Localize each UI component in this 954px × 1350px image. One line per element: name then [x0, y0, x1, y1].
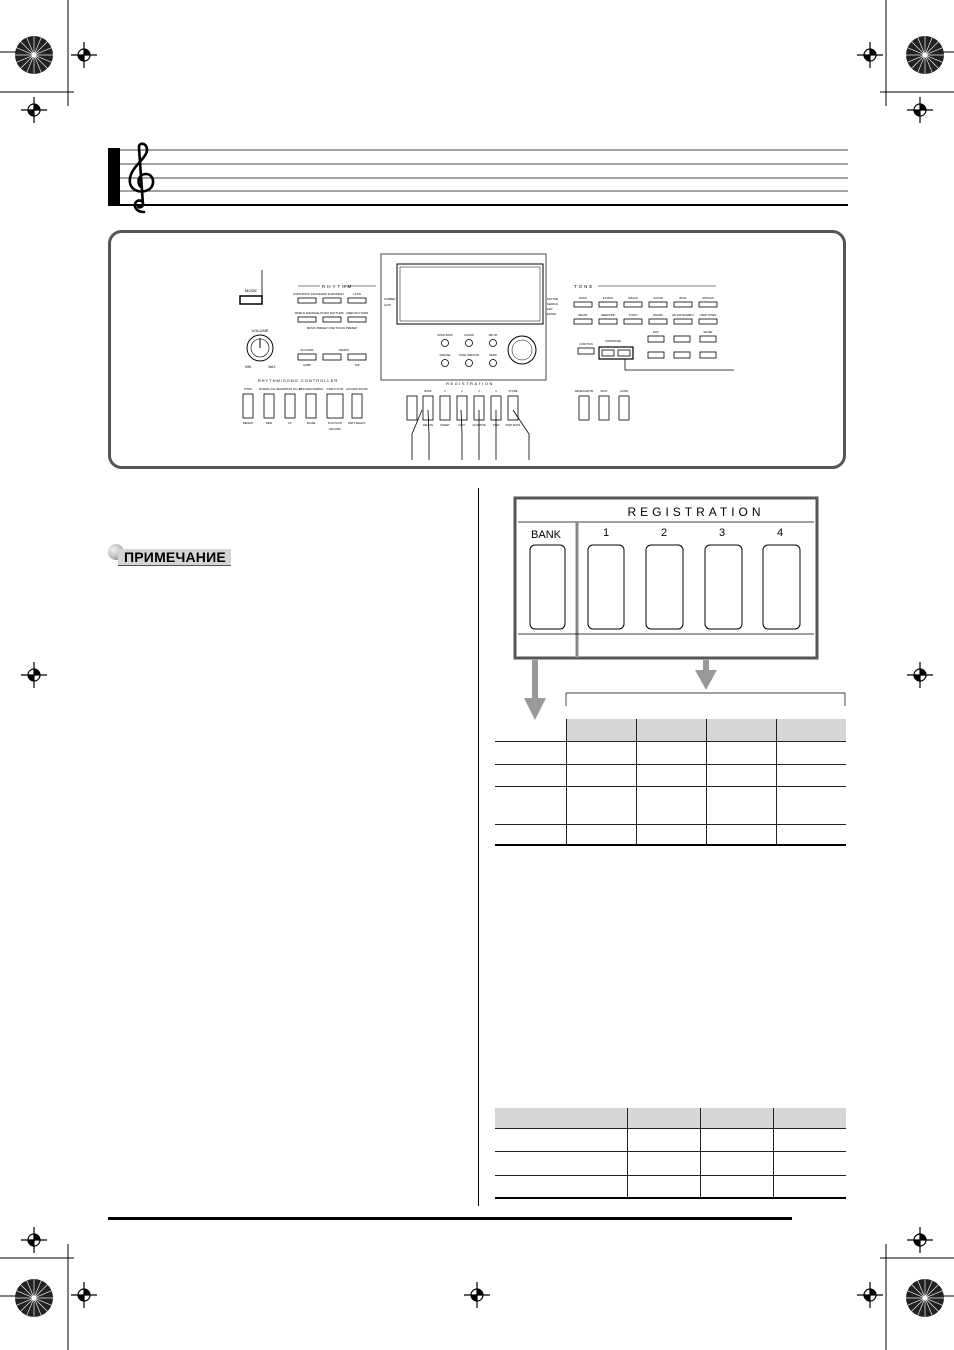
- accomp-button: [298, 354, 316, 360]
- svg-text:AUTO: AUTO: [384, 304, 392, 307]
- registration-closeup: [490, 492, 850, 728]
- svg-text:USER TONES: USER TONES: [699, 314, 717, 317]
- tempo-up-button: [348, 354, 366, 360]
- memory-label-1: 1: [602, 527, 610, 539]
- svg-text:3: 3: [478, 390, 480, 393]
- svg-text:STORE: STORE: [508, 390, 518, 393]
- svg-text:POPS/ROCK DANCE: POPS/ROCK DANCE: [293, 292, 321, 296]
- right-group-buttons: [579, 396, 629, 420]
- svg-text:PIANO: PIANO: [578, 297, 588, 300]
- lcd-screen: [397, 264, 543, 324]
- svg-text:4: 4: [495, 390, 497, 393]
- svg-text:PART MUTE: PART MUTE: [505, 424, 521, 427]
- svg-text:START/ STOP: START/ STOP: [326, 388, 344, 391]
- svg-text:DRUMS: DRUMS: [653, 314, 663, 317]
- svg-text:MUSIC PRESET ONE TOUCH PRESE: MUSIC PRESET ONE TOUCH PRESET: [306, 326, 358, 330]
- svg-text:TEMPO: TEMPO: [338, 348, 350, 352]
- svg-text:QUANTIZE: QUANTIZE: [472, 424, 486, 427]
- svg-text:INSERT: INSERT: [440, 424, 450, 427]
- mode-label: MODE: [245, 288, 257, 293]
- function-button: [578, 348, 594, 354]
- svg-text:CHORD: CHORD: [464, 334, 474, 337]
- table-header-row: [495, 719, 846, 741]
- treble-clef-icon: [122, 142, 162, 214]
- rhythm-title: RHYTHM: [322, 284, 354, 289]
- svg-text:EXIT: EXIT: [547, 308, 553, 311]
- staff-lines: [108, 148, 848, 208]
- svg-text:STRINGS: STRINGS: [702, 297, 714, 300]
- svg-text:FUNCTION: FUNCTION: [579, 343, 593, 346]
- table-header-row: [495, 1108, 846, 1128]
- svg-text:COPY: COPY: [458, 424, 466, 427]
- svg-text:RECORD: RECORD: [329, 428, 341, 431]
- svg-text:REW: REW: [265, 422, 273, 425]
- svg-text:TONE CREATOR: TONE CREATOR: [458, 354, 480, 357]
- svg-text:2: 2: [461, 390, 463, 393]
- svg-text:REPEAT: REPEAT: [242, 422, 254, 425]
- svg-text:ENTER: ENTER: [703, 331, 713, 334]
- svg-text:BASS: BASS: [679, 297, 687, 300]
- svg-text:E.PIANO: E.PIANO: [602, 297, 614, 300]
- flow-arrows: [524, 660, 717, 720]
- svg-text:ORGAN: ORGAN: [628, 297, 638, 300]
- table-row: [495, 1128, 846, 1151]
- svg-text:ARPEGGIATOR: ARPEGGIATOR: [574, 390, 594, 393]
- svg-text:SYNCHRO/ ENDING: SYNCHRO/ ENDING: [298, 388, 324, 391]
- svg-text:1: 1: [444, 390, 446, 393]
- chapter-header: [108, 148, 848, 208]
- table-row: [495, 764, 846, 786]
- svg-text:SETUP: SETUP: [488, 334, 498, 337]
- mode-button: [240, 296, 262, 304]
- svg-text:SYNTH: SYNTH: [628, 314, 638, 317]
- svg-text:DEMO: DEMO: [489, 354, 497, 357]
- svg-text:ENTER: ENTER: [547, 313, 556, 316]
- volume-label: VOLUME: [251, 328, 269, 333]
- table-row: [495, 824, 846, 845]
- svg-text:PIANO RHYTHMS: PIANO RHYTHMS: [320, 311, 344, 315]
- svg-text:SPLIT: SPLIT: [600, 390, 608, 393]
- tempo-down-button: [323, 354, 341, 360]
- keyboard-panel-illustration: [108, 230, 846, 470]
- svg-text:WORLD ARRANGE: WORLD ARRANGE: [294, 311, 320, 315]
- memory-label-4: 4: [776, 527, 784, 539]
- table-row: [495, 786, 846, 824]
- svg-text:PLAY/STOP: PLAY/STOP: [327, 422, 343, 425]
- svg-text:PHRASE: PHRASE: [439, 354, 451, 357]
- svg-text:GUITAR: GUITAR: [653, 297, 663, 300]
- svg-text:REGISTRATION: REGISTRATION: [446, 381, 494, 386]
- bank-button: [530, 545, 565, 629]
- table-row: [495, 1175, 846, 1198]
- svg-text:DELETE: DELETE: [422, 424, 434, 427]
- registration-buttons: [407, 396, 518, 420]
- table-registration-memory: [495, 719, 846, 846]
- svg-text:VARIATION FILL-IN: VARIATION FILL-IN: [278, 388, 302, 391]
- table-settings: [495, 1108, 846, 1199]
- svg-text:NUMBER: NUMBER: [384, 298, 396, 301]
- svg-text:TAP: TAP: [354, 363, 360, 367]
- svg-text:LATIN: LATIN: [353, 292, 361, 296]
- svg-text:SEARCH: SEARCH: [547, 303, 558, 306]
- svg-text:EXIT: EXIT: [653, 331, 659, 334]
- svg-text:TONE: TONE: [574, 284, 595, 289]
- bank-label: BANK: [531, 529, 561, 541]
- svg-text:MAX: MAX: [268, 365, 276, 369]
- table-row: [495, 1151, 846, 1175]
- note-label: ПРИМЕЧАНИЕ: [118, 549, 231, 566]
- svg-text:ACCOMP: ACCOMP: [300, 348, 314, 352]
- svg-text:PAUSE: PAUSE: [306, 422, 316, 425]
- registration-closeup-title: REGISTRATION: [627, 505, 765, 519]
- svg-text:RHYTHM: RHYTHM: [547, 298, 559, 301]
- svg-text:GM INSTRUMENT: GM INSTRUMENT: [672, 314, 694, 317]
- svg-text:USER RHYTHMS: USER RHYTHMS: [345, 311, 369, 315]
- svg-text:PART SELECT: PART SELECT: [348, 422, 366, 425]
- svg-text:JAZZ EUROPEAN: JAZZ EUROPEAN: [320, 292, 344, 296]
- svg-text:NORMAL FILL-IN: NORMAL FILL-IN: [258, 388, 280, 391]
- memory-label-3: 3: [718, 527, 726, 539]
- svg-text:ACMP: ACMP: [302, 363, 312, 367]
- svg-text:INTRO: INTRO: [243, 388, 253, 391]
- svg-text:LAYER: LAYER: [619, 390, 629, 393]
- svg-text:RHYTHM/SONG CONTROLLER: RHYTHM/SONG CONTROLLER: [257, 378, 339, 383]
- footer-rule: [108, 1217, 792, 1220]
- svg-text:REED/PIPE: REED/PIPE: [601, 314, 615, 317]
- svg-text:TRANSPOSE: TRANSPOSE: [605, 340, 621, 343]
- svg-text:STEP: STEP: [492, 424, 500, 427]
- svg-text:BANK: BANK: [424, 390, 432, 393]
- svg-text:FF: FF: [288, 422, 292, 425]
- column-divider: [478, 488, 479, 1206]
- svg-text:BRASS: BRASS: [578, 314, 588, 317]
- table-row: [495, 741, 846, 764]
- svg-text:MIN: MIN: [245, 365, 251, 369]
- svg-text:ACCOMP ON/OFF: ACCOMP ON/OFF: [346, 388, 368, 391]
- svg-text:SONG BANK: SONG BANK: [437, 334, 453, 337]
- memory-label-2: 2: [660, 527, 668, 539]
